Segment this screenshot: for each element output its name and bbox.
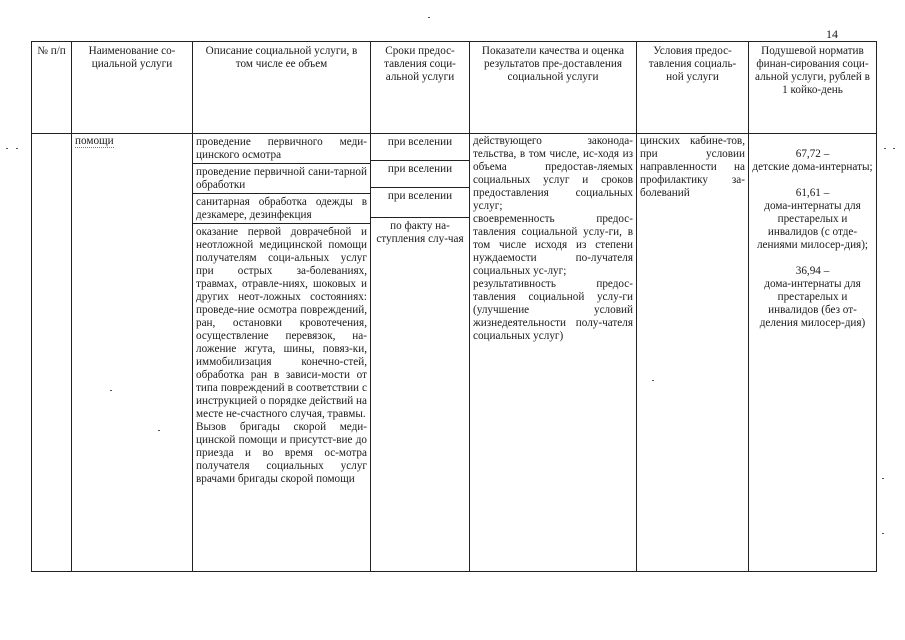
header-terms: Сроки предос-тавления соци-альной услуги bbox=[371, 42, 470, 134]
header-conditions: Условия предос-тавления социаль-ной услуги bbox=[637, 42, 749, 134]
cell-num bbox=[32, 134, 72, 572]
term-item: при вселении bbox=[371, 134, 469, 161]
header-description: Описание социальной услуги, в том числе ее объем bbox=[193, 42, 371, 134]
quality-paragraph: результативность предос-тавления социальной услу-ги (улучшение условий жизнедеятельности полу-чателя социальных услуг) bbox=[473, 278, 633, 342]
quality-paragraph: своевременность предос-тавления социальной услу-ги, в том числе исходя из степени нуждаемости по-лучателя социальных ус-луг; bbox=[473, 213, 633, 277]
funding-value: 36,94 – bbox=[795, 265, 830, 277]
scan-speck bbox=[6, 148, 8, 149]
header-service-name: Наименование со-циальной услуги bbox=[72, 42, 193, 134]
funding-entry bbox=[752, 148, 873, 174]
cell-quality bbox=[470, 134, 637, 572]
page-number: 14 bbox=[826, 27, 838, 41]
quality-paragraph: действующего законода-тельства, в том числе, ис-ходя из объема предостав-ляемых социальных услуг и сроков предоставления социальных услуг; bbox=[473, 135, 633, 212]
header-quality: Показатели качества и оценка результатов пре-доставления социальной услуги bbox=[470, 42, 637, 134]
service-item: санитарная обработка одежды в дезкамере, дезинфекция bbox=[193, 194, 370, 224]
service-item: проведение первичного меди-цинского осмотра bbox=[193, 134, 370, 164]
table-row bbox=[32, 134, 877, 572]
scan-speck bbox=[884, 148, 886, 149]
funding-label: детские дома-интернаты; bbox=[752, 161, 873, 173]
funding-entry bbox=[752, 265, 873, 330]
service-item-paragraph: Вызов бригады скорой меди-цинской помощи и присутст-вие до приезда и во время ос-мотра получателя социальных услуг врачами бригады скорой помощи bbox=[196, 421, 367, 485]
social-services-table bbox=[31, 41, 877, 572]
funding-value: 61,61 – bbox=[795, 187, 830, 199]
header-num: № п/п bbox=[32, 42, 72, 134]
funding-label: дома-интернаты для престарелых и инвалидов (без от-деления милосер-дия) bbox=[759, 278, 866, 329]
cell-funding bbox=[749, 134, 877, 572]
service-name-text: помощи bbox=[75, 135, 114, 147]
service-item-paragraph: оказание первой доврачебной и неотложной медицинской помощи получателям соци-альных услуг при острых за-болеваниях, травмах, отравле-ниях, шоковых и других неот-ложных состояниях: проведе-ние осмотра повреждений, ран, остановки кровотечения, осуществление перевязок, на-ложение жгута, шины, повяз-ки, иммобилизация конечно-стей, обработка ран в зависи-мости от типа повреждений в соответствии с инструкцией о порядке действий на месте не-счастного случая, травмы. bbox=[196, 226, 367, 420]
funding-label: дома-интернаты для престарелых и инвалидов (с отде-лениями милосер-дия); bbox=[756, 200, 869, 251]
funding-entry bbox=[752, 187, 873, 252]
cell-service-name bbox=[72, 134, 193, 572]
cell-terms bbox=[371, 134, 470, 572]
scan-speck bbox=[428, 17, 430, 18]
scan-speck bbox=[16, 148, 18, 149]
document-sheet bbox=[31, 41, 876, 571]
table-header-row bbox=[32, 42, 877, 134]
service-item: проведение первичной сани-тарной обработки bbox=[193, 164, 370, 194]
term-item: при вселении bbox=[371, 161, 469, 188]
term-item: при вселении bbox=[371, 188, 469, 218]
cell-conditions: цинских кабине-тов, при условии направленности на профилактику за-болеваний bbox=[637, 134, 749, 572]
scan-speck bbox=[893, 148, 895, 149]
cell-description bbox=[193, 134, 371, 572]
scan-speck bbox=[882, 533, 884, 534]
scan-speck bbox=[882, 478, 884, 479]
funding-value: 67,72 – bbox=[795, 148, 830, 160]
service-item bbox=[193, 224, 370, 487]
header-funding: Подушевой норматив финан-сирования соци-альной услуги, рублей в 1 койко-день bbox=[749, 42, 877, 134]
term-item: по факту на-ступления слу-чая bbox=[376, 220, 464, 245]
